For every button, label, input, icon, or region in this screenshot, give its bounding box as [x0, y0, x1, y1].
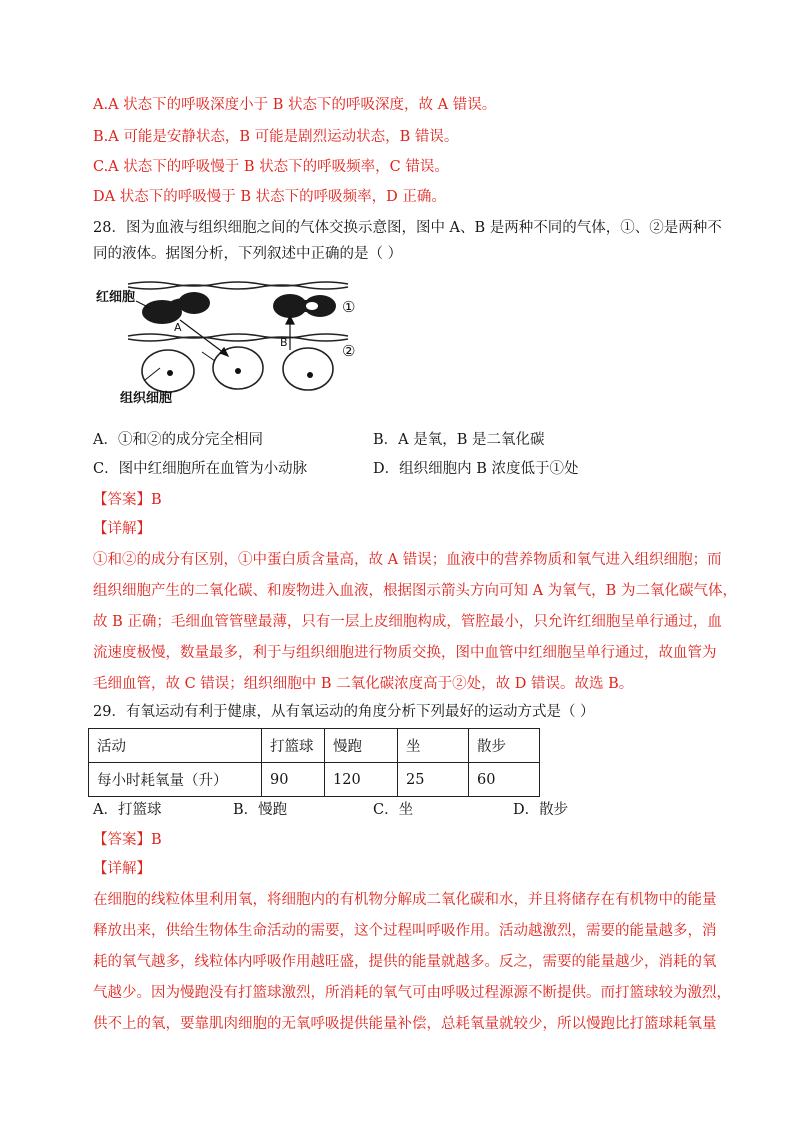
- label-fluid-1: ①: [342, 298, 356, 316]
- q28-answer: 【答案】B: [93, 492, 162, 508]
- table-header-row: [89, 729, 540, 763]
- q29-detail-line-3: 耗的氧气越多，线粒体内呼吸作用越旺盛，提供的能量就越多。反之，需要的能量越少，消耗的氧: [93, 954, 717, 970]
- table-cell: 25: [398, 763, 469, 797]
- gas-exchange-diagram: [90, 276, 380, 406]
- table-cell: 90: [262, 763, 325, 797]
- q28-stem-line-2: 同的液体。据图分析，下列叙述中正确的是（ ）: [93, 246, 403, 262]
- q29-detail-line-4: 气越少。因为慢跑没有打篮球激烈，所消耗的氧气可由呼吸过程源源不断提供。而打篮球较为激烈，: [93, 985, 731, 1001]
- q28-stem-line-1: 28．图为血液与组织细胞之间的气体交换示意图，图中 A、B 是两种不同的气体，①、②是两种不: [93, 220, 722, 236]
- vessel-wall-top: [128, 282, 348, 289]
- q29-answer: 【答案】B: [93, 832, 162, 848]
- q29-detail-title: 【详解】: [93, 861, 151, 877]
- oxygen-consumption-table: [88, 728, 540, 797]
- q28-option-b: B．A 是氧，B 是二氧化碳: [373, 432, 545, 448]
- q27-explain-d: DA 状态下的呼吸慢于 B 状态下的呼吸频率，D 正确。: [93, 189, 446, 205]
- red-blood-cell-right: [273, 294, 336, 318]
- q28-detail-line-5: 毛细血管，故 C 错误；组织细胞中 B 二氧化碳浓度高于②处，故 D 错误。故选 B。: [93, 676, 634, 692]
- table-cell: 散步: [469, 729, 540, 763]
- q28-detail-line-2: 组织细胞产生的二氧化碳、和废物进入血液，根据图示箭头方向可知 A 为氧气，B 为二氧化碳气体，: [93, 583, 737, 599]
- q28-detail-title: 【详解】: [93, 521, 151, 537]
- q28-detail-line-3: 故 B 正确；毛细血管管壁最薄，只有一层上皮细胞构成，管腔最小，只允许红细胞呈单行通过，血: [93, 614, 722, 630]
- q28-detail-line-1: ①和②的成分有区别，①中蛋白质含量高，故 A 错误；血液中的营养物质和氧气进入组织细胞；而: [93, 552, 722, 568]
- q27-explain-c: C.A 状态下的呼吸慢于 B 状态下的呼吸频率，C 错误。: [93, 159, 449, 175]
- table-cell: 60: [469, 763, 540, 797]
- table-cell: 每小时耗氧量（升）: [89, 763, 262, 797]
- q29-option-a: A．打篮球: [93, 802, 162, 818]
- q29-option-b: B．慢跑: [233, 802, 288, 818]
- table-cell: 打篮球: [262, 729, 325, 763]
- pointer-tissue-2: [202, 352, 215, 361]
- table-row: [89, 763, 540, 797]
- red-blood-cell-left: [142, 292, 210, 324]
- label-gas-a: A: [174, 321, 182, 334]
- q28-option-d: D．组织细胞内 B 浓度低于①处: [373, 461, 579, 477]
- q29-detail-line-5: 供不上的氧，要靠肌肉细胞的无氧呼吸提供能量补偿，总耗氧量就较少，所以慢跑比打篮球耗氧量: [93, 1016, 717, 1032]
- q29-option-c: C．坐: [373, 802, 414, 818]
- label-fluid-2: ②: [342, 342, 356, 360]
- label-red-blood-cell: 红细胞: [96, 290, 136, 305]
- q28-option-a: A．①和②的成分完全相同: [93, 432, 263, 448]
- table-cell: 活动: [89, 729, 262, 763]
- table-cell: 120: [325, 763, 398, 797]
- table-cell: 坐: [398, 729, 469, 763]
- table-cell: 慢跑: [325, 729, 398, 763]
- vessel-wall-bottom: [128, 334, 348, 341]
- q29-detail-line-2: 释放出来，供给生物体生命活动的需要，这个过程叫呼吸作用。活动越激烈，需要的能量越多，消: [93, 923, 717, 939]
- q28-detail-line-4: 流速度极慢，数量最多，利于与组织细胞进行物质交换，图中血管中红细胞呈单行通过，故血管为: [93, 645, 717, 661]
- q27-explain-a: A.A 状态下的呼吸深度小于 B 状态下的呼吸深度，故 A 错误。: [93, 97, 497, 113]
- q29-detail-line-1: 在细胞的线粒体里利用氧，将细胞内的有机物分解成二氧化碳和水，并且将储存在有机物中的能量: [93, 892, 717, 908]
- label-tissue-cell: 组织细胞: [120, 391, 173, 406]
- label-gas-b: B: [280, 336, 288, 349]
- q29-option-d: D．散步: [513, 802, 569, 818]
- q27-explain-b: B.A 可能是安静状态，B 可能是剧烈运动状态，B 错误。: [93, 129, 459, 145]
- q29-stem: 29．有氧运动有利于健康，从有氧运动的角度分析下列最好的运动方式是（ ）: [93, 704, 595, 720]
- q28-option-c: C．图中红细胞所在血管为小动脉: [93, 461, 308, 477]
